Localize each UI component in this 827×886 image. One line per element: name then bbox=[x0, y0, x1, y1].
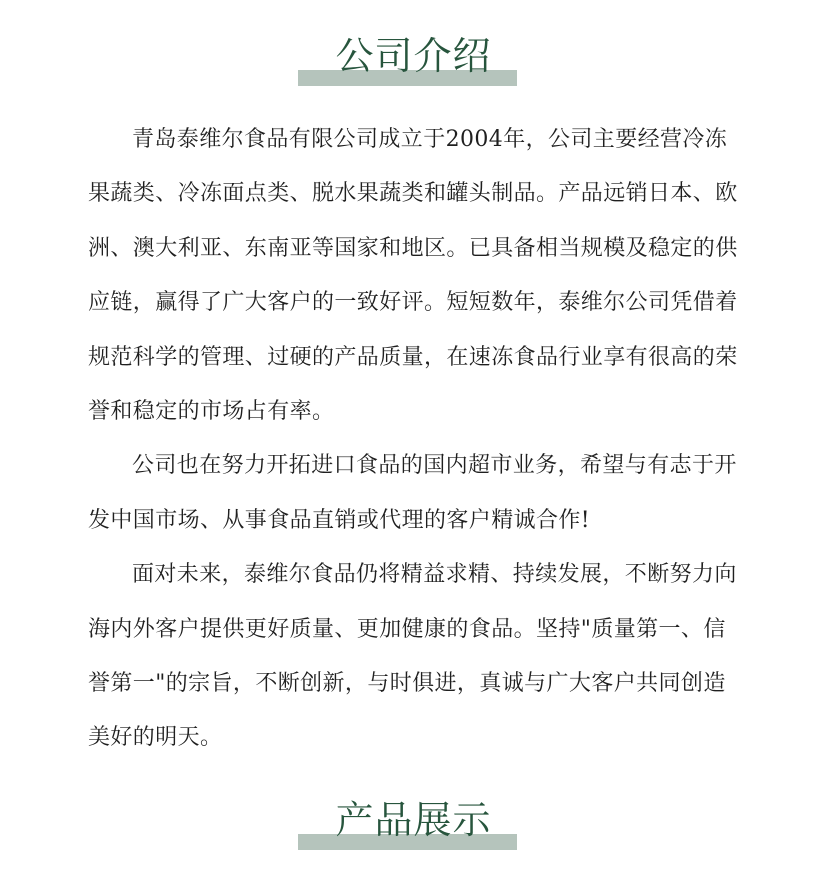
product-showcase-heading: 产品展示 bbox=[335, 798, 492, 842]
section-title-company-intro bbox=[0, 30, 827, 90]
intro-paragraph-2: 公司也在努力开拓进口食品的国内超市业务，希望与有志于开发中国市场、从事食品直销或代理的客户精诚合作! bbox=[88, 453, 737, 533]
company-intro-body bbox=[88, 113, 748, 766]
intro-paragraph-1: 青岛泰维尔食品有限公司成立于2004年，公司主要经营冷冻果蔬类、冷冻面点类、脱水果蔬类和罐头制品。产品远销日本、欧洲、澳大利亚、东南亚等国家和地区。已具备相当规模及稳定的供应链，赢得了广大客户的一致好评。短短数年，泰维尔公司凭借着规范科学的管理、过硬的产品质量，在速冻食品行业享有很高的荣誉和稳定的市场占有率。 bbox=[88, 127, 738, 425]
section-title-product-showcase bbox=[0, 792, 827, 852]
company-intro-heading: 公司介绍 bbox=[335, 34, 492, 78]
intro-paragraph-3: 面对未来，泰维尔食品仍将精益求精、持续发展，不断努力向海内外客户提供更好质量、更加健康的食品。坚持"质量第一、信誉第一"的宗旨，不断创新，与时俱进，真诚与广大客户共同创造美好的明天。 bbox=[88, 562, 737, 751]
